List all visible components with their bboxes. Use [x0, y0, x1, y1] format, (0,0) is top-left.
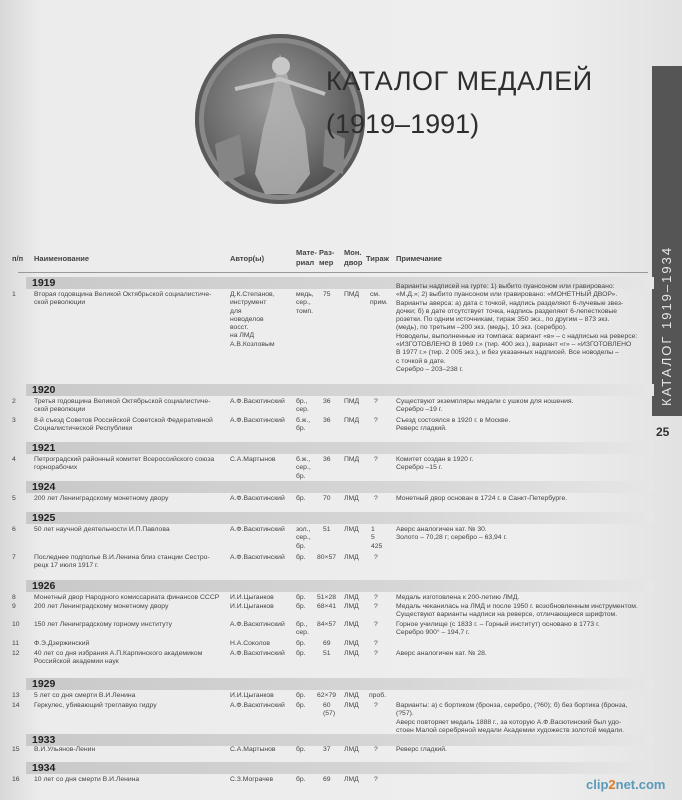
watermark-part: 2 — [608, 777, 616, 792]
row-material: бр., сер. — [296, 621, 309, 637]
row-author: А.Ф.Васютинский — [230, 495, 285, 502]
row-name: 200 лет Ленинградскому монетному двору — [34, 603, 169, 610]
row-tirazh: ? — [374, 417, 378, 424]
year-band: 1921 — [26, 442, 654, 454]
row-mint: ЛМД — [344, 702, 359, 709]
row-author: И.И.Цыганков — [230, 603, 274, 610]
row-name: 150 лет Ленинградскому горному институту — [34, 621, 173, 628]
row-material: медь, сер., томп. — [296, 291, 314, 315]
row-name: Петроградский районный комитет Всероссийского союза горнорабочих — [34, 456, 215, 472]
row-number: 9 — [12, 603, 16, 610]
row-size: 69 — [323, 640, 331, 647]
row-tirazh: ? — [374, 398, 378, 405]
col-header-name: Наименование — [34, 254, 90, 263]
row-name: Монетный двор Народного комиссариата финансов СССР — [34, 594, 220, 601]
col-header-note: Примечание — [396, 254, 442, 263]
year-band: 1933 — [26, 734, 654, 746]
row-number: 3 — [12, 417, 16, 424]
row-number: 13 — [12, 692, 20, 699]
row-tirazh: ? — [374, 594, 378, 601]
watermark-part: clip — [586, 777, 609, 792]
row-author: А.Ф.Васютинский — [230, 526, 285, 533]
row-material: бр., сер. — [296, 398, 309, 414]
row-name: 10 лет со дня смерти В.И.Ленина — [34, 776, 140, 783]
row-mint: ЛМД — [344, 495, 359, 502]
year-band: 1919 — [26, 277, 654, 289]
row-note: Варианты: а) с бортиком (бронза, серебро, (?60); б) без бортика (бронза, (?57). Аверс повторяет медаль 1888 г., за которую А.Ф.Васютинский был удо- стоен Малой серебряной медали Академии художеств золотой медали. — [396, 702, 628, 734]
row-size: 69 — [323, 776, 331, 783]
row-mint: ПМД — [344, 456, 360, 463]
row-number: 1 — [12, 291, 16, 298]
row-number: 15 — [12, 746, 20, 753]
year-band: 1920 — [26, 384, 654, 396]
row-name: 50 лет научной деятельности И.П.Павлова — [34, 526, 170, 533]
row-note: Существуют экземпляры медали с ушком для ношения. Серебро –19 г. — [396, 398, 574, 414]
watermark — [586, 777, 665, 792]
row-material: бр. — [296, 603, 306, 610]
row-number: 6 — [12, 526, 16, 533]
year-band: 1934 — [26, 762, 654, 774]
year-band: 1924 — [26, 481, 654, 493]
row-author: Д.К.Степанов, инструмент для новоделов восст. на ЛМД А.В.Козловым — [230, 291, 275, 348]
row-size: 36 — [323, 456, 331, 463]
row-name: В.И.Ульянов-Ленин — [34, 746, 96, 753]
row-size: 36 — [323, 398, 331, 405]
row-material: бр. — [296, 692, 306, 699]
col-header-material: Мате- риал — [296, 248, 317, 267]
row-size: 51 — [323, 526, 331, 533]
row-author: Н.А.Соколов — [230, 640, 271, 647]
page-number: 25 — [656, 425, 670, 439]
row-name: Геркулес, убивающий треглавую гидру — [34, 702, 157, 709]
row-size: 75 — [323, 291, 331, 298]
row-number: 2 — [12, 398, 16, 405]
row-author: А.Ф.Васютинский — [230, 650, 285, 657]
row-material: бр. — [296, 702, 306, 709]
row-note: Аверс аналогичен кат. № 30. Золото – 70,28 г; серебро – 63,94 г. — [396, 526, 508, 542]
row-name: 200 лет Ленинградскому монетному двору — [34, 495, 169, 502]
row-size: 62×79 — [317, 692, 337, 699]
col-header-mint: Мон. двор — [344, 248, 363, 267]
row-number: 12 — [12, 650, 20, 657]
row-mint: ЛМД — [344, 746, 359, 753]
row-tirazh: ? — [374, 554, 378, 561]
row-author: А.Ф.Васютинский — [230, 554, 285, 561]
row-name: Третья годовщина Великой Октябрьской социалистиче- ской революции — [34, 398, 211, 414]
row-note: Монетный двор основан в 1724 г. в Санкт-Петербурге. — [396, 495, 568, 502]
side-tab-label: КАТАЛОГ 1919–1934 — [659, 245, 674, 406]
row-tirazh: ? — [374, 621, 378, 628]
row-mint: ПМД — [344, 291, 360, 298]
row-name: Последнее подполье В.И.Ленина близ станции Сестро- рецк 17 июля 1917 г. — [34, 554, 210, 570]
row-material: бр. — [296, 495, 306, 502]
row-author: С.З.Мограчев — [230, 776, 274, 783]
row-size: 51 — [323, 650, 331, 657]
row-author: А.Ф.Васютинский — [230, 702, 285, 709]
row-note: Комитет создан в 1920 г. Серебро –15 г. — [396, 456, 474, 472]
row-number: 8 — [12, 594, 16, 601]
row-tirazh: ? — [374, 603, 378, 610]
header-rule — [18, 272, 648, 273]
row-note: Медаль изготовлена к 200-летию ЛМД. — [396, 594, 520, 601]
row-tirazh: ? — [374, 456, 378, 463]
row-mint: ПМД — [344, 417, 360, 424]
row-mint: ЛМД — [344, 692, 359, 699]
row-note: Варианты надписей на гурте: 1) выбито пуансоном или гравировано: «М.Д.»; 2) выбито пуансоном или гравировано: «МОНЕТНЫЙ ДВОР». Варианты аверса: а) дата с точкой, надпись разделяют 6-лучевые звез- дочки; б) в дате отсутствует точка, надпись разделяют 6-лепестковые розетки. По одним источникам, тираж 350 экз., по другим – 873 экз. (медь), по третьим –200 экз. (медь), 10 экз. (серебро). Новоделы, выполненные из томпака: вариант «в» – с надписью на реверсе: «ИЗГОТОВЛЕНО В 1969 г.» (тир. 400 экз.), вариант «г» – «ИЗГОТОВЛЕНО В 1977 г.» (тир. 2 005 экз.), и без указанных надписей. Все новоделы – с точкой в дате. Серебро – 203–238 г. — [396, 283, 638, 373]
row-note: Реверс гладкий. — [396, 746, 447, 753]
row-mint: ПМД — [344, 398, 360, 405]
row-mint: ЛМД — [344, 640, 359, 647]
section-side-tab — [652, 66, 682, 416]
row-mint: ЛМД — [344, 594, 359, 601]
row-size: 84×57 — [317, 621, 337, 628]
row-author: А.Ф.Васютинский — [230, 398, 285, 405]
row-tirazh: ? — [374, 650, 378, 657]
row-note: Аверс аналогичен кат. № 28. — [396, 650, 487, 657]
row-size: 51×28 — [317, 594, 337, 601]
row-tirazh: ? — [374, 776, 378, 783]
row-tirazh: проб. — [369, 692, 387, 699]
row-note: Съезд состоялся в 1920 г. в Москве. Реверс гладкий. — [396, 417, 511, 433]
row-note: Медаль чеканилась на ЛМД и после 1950 г. возобновленным инструментом. Существуют варианты надписи на реверсе, отличающиеся шрифтом. — [396, 603, 638, 619]
page-title: КАТАЛОГ МЕДАЛЕЙ — [326, 66, 593, 96]
row-material: бр. — [296, 594, 306, 601]
row-mint: ЛМД — [344, 554, 359, 561]
row-number: 7 — [12, 554, 16, 561]
row-author: А.Ф.Васютинский — [230, 417, 285, 424]
row-number: 14 — [12, 702, 20, 709]
row-number: 16 — [12, 776, 20, 783]
row-size: 60 (57) — [323, 702, 336, 718]
row-material: бр. — [296, 746, 306, 753]
row-author: И.И.Цыганков — [230, 594, 274, 601]
row-size: 36 — [323, 417, 331, 424]
row-tirazh: ? — [374, 495, 378, 502]
row-size: 37 — [323, 746, 331, 753]
row-name: Вторая годовщина Великой Октябрьской социалистиче- ской революции — [34, 291, 212, 307]
row-tirazh: 1 5 425 — [371, 526, 383, 550]
year-band: 1926 — [26, 580, 654, 592]
row-name: Ф.Э.Дзержинский — [34, 640, 90, 647]
row-size: 70 — [323, 495, 331, 502]
row-material: б.ж., бр. — [296, 417, 311, 433]
row-mint: ЛМД — [344, 650, 359, 657]
row-name: 40 лет со дня избрания А.П.Карпинского академиком Российской академии наук — [34, 650, 203, 666]
col-header-author: Автор(ы) — [230, 254, 265, 263]
row-note: Горное училище (с 1833 г. – Горный институт) основано в 1773 г. Серебро 900° – 194,7 г. — [396, 621, 600, 637]
row-material: бр. — [296, 776, 306, 783]
row-material: бр. — [296, 640, 306, 647]
row-author: И.И.Цыганков — [230, 692, 274, 699]
row-author: С.А.Мартынов — [230, 456, 276, 463]
year-band: 1925 — [26, 512, 654, 524]
row-size: 80×57 — [317, 554, 337, 561]
row-author: С.А.Мартынов — [230, 746, 276, 753]
col-header-size: Раз- мер — [319, 248, 335, 267]
row-name: 5 лет со дня смерти В.И.Ленина — [34, 692, 136, 699]
row-number: 5 — [12, 495, 16, 502]
row-number: 4 — [12, 456, 16, 463]
row-mint: ЛМД — [344, 526, 359, 533]
row-material: зол., сер., бр. — [296, 526, 311, 550]
row-tirazh: ? — [374, 702, 378, 709]
row-tirazh: ? — [374, 746, 378, 753]
watermark-part: net.com — [615, 777, 666, 792]
row-tirazh: см. прим. — [370, 291, 388, 307]
row-material: б.ж., сер., бр. — [296, 456, 311, 480]
row-mint: ЛМД — [344, 621, 359, 628]
year-band: 1929 — [26, 678, 654, 690]
row-size: 68×41 — [317, 603, 337, 610]
col-header-tirazh: Тираж — [366, 254, 389, 263]
row-material: бр. — [296, 554, 306, 561]
page-subtitle: (1919–1991) — [326, 109, 480, 139]
row-mint: ЛМД — [344, 603, 359, 610]
row-number: 11 — [12, 640, 20, 647]
row-number: 10 — [12, 621, 20, 628]
row-tirazh: ? — [374, 640, 378, 647]
row-mint: ЛМД — [344, 776, 359, 783]
row-name: 8-й съезд Советов Российской Советской Федеративной Социалистической Республики — [34, 417, 213, 433]
row-author: А.Ф.Васютинский — [230, 621, 285, 628]
col-header-num: п/п — [12, 254, 24, 263]
row-material: бр. — [296, 650, 306, 657]
